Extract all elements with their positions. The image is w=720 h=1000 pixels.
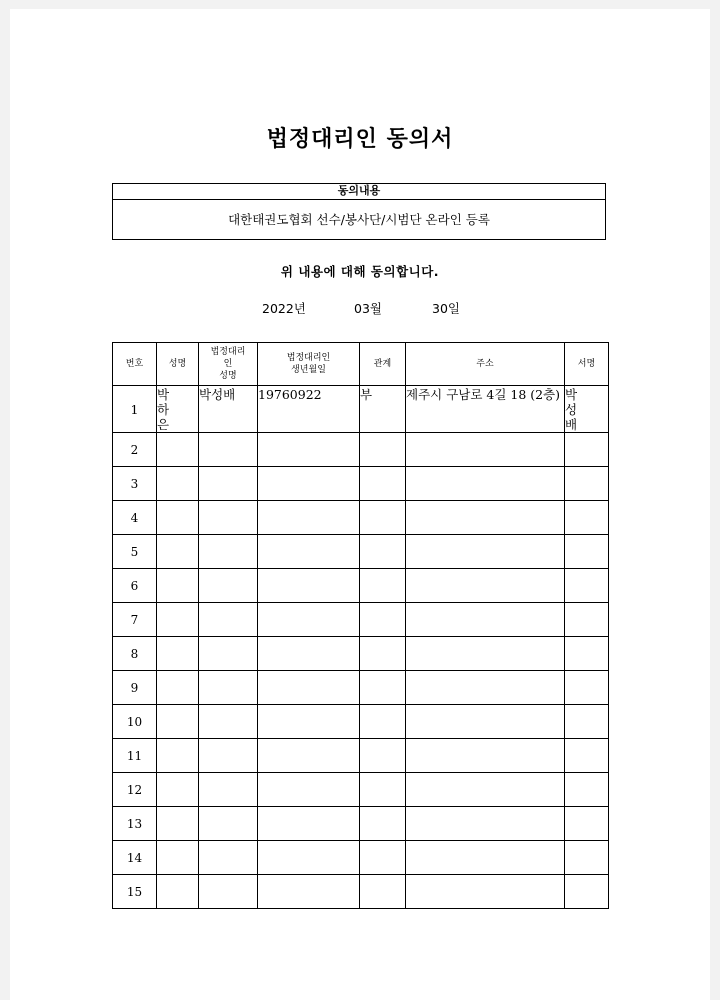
header-signature: 서명	[565, 343, 609, 386]
row-name[interactable]	[157, 467, 199, 501]
row-name[interactable]	[157, 569, 199, 603]
table-row	[113, 773, 609, 807]
row-guardian-name[interactable]	[199, 569, 258, 603]
header-guardian-name-line1: 법정대리	[210, 347, 246, 357]
row-relation[interactable]: 부	[360, 386, 406, 433]
row-signature[interactable]	[565, 739, 609, 773]
document-title: 법정대리인 동의서	[266, 127, 454, 152]
header-guardian-name-line3: 성명	[219, 371, 237, 381]
row-relation[interactable]	[360, 671, 406, 705]
row-name[interactable]	[157, 773, 199, 807]
consent-content: 대한태권도협회 선수/봉사단/시범단 온라인 등록	[228, 212, 490, 227]
table-row	[113, 807, 609, 841]
row-name[interactable]	[157, 603, 199, 637]
row-relation[interactable]	[360, 773, 406, 807]
header-guardian-name	[199, 343, 258, 386]
table-row	[113, 386, 609, 433]
row-guardian-name[interactable]	[199, 841, 258, 875]
row-relation[interactable]	[360, 705, 406, 739]
table-row	[113, 501, 609, 535]
row-address[interactable]	[406, 807, 565, 841]
row-number: 8	[113, 637, 157, 671]
row-name[interactable]	[157, 705, 199, 739]
row-signature[interactable]	[565, 705, 609, 739]
row-address[interactable]	[406, 739, 565, 773]
table-row	[113, 671, 609, 705]
row-address[interactable]	[406, 433, 565, 467]
row-number: 6	[113, 569, 157, 603]
table-row	[113, 637, 609, 671]
row-address[interactable]	[406, 705, 565, 739]
header-guardian-birth	[258, 343, 360, 386]
row-name[interactable]	[157, 501, 199, 535]
row-guardian-name[interactable]	[199, 807, 258, 841]
row-relation[interactable]	[360, 501, 406, 535]
table-row	[113, 841, 609, 875]
row-signature[interactable]: 박 성 배	[565, 386, 609, 433]
row-guardian-birth[interactable]	[258, 637, 360, 671]
row-address[interactable]	[406, 501, 565, 535]
row-signature[interactable]	[565, 603, 609, 637]
row-relation[interactable]	[360, 433, 406, 467]
row-signature[interactable]	[565, 637, 609, 671]
row-guardian-name[interactable]	[199, 433, 258, 467]
row-address[interactable]	[406, 569, 565, 603]
row-number: 1	[113, 386, 157, 433]
row-guardian-name[interactable]	[199, 773, 258, 807]
row-number: 5	[113, 535, 157, 569]
row-guardian-name[interactable]	[199, 875, 258, 909]
agree-statement: 위 내용에 대해 동의합니다.	[280, 264, 440, 279]
row-relation[interactable]	[360, 637, 406, 671]
row-guardian-birth[interactable]	[258, 705, 360, 739]
row-address[interactable]	[406, 773, 565, 807]
row-guardian-name[interactable]	[199, 535, 258, 569]
row-number: 14	[113, 841, 157, 875]
row-name[interactable]	[157, 841, 199, 875]
date-day: 30일	[432, 301, 460, 316]
row-guardian-birth[interactable]	[258, 501, 360, 535]
row-address[interactable]	[406, 603, 565, 637]
table-row	[113, 433, 609, 467]
consent-content-box	[112, 183, 606, 240]
row-name[interactable]	[157, 535, 199, 569]
row-signature[interactable]	[565, 467, 609, 501]
row-relation[interactable]	[360, 807, 406, 841]
header-name: 성명	[157, 343, 199, 386]
table-row	[113, 535, 609, 569]
table-row	[113, 705, 609, 739]
row-name[interactable]	[157, 671, 199, 705]
row-relation[interactable]	[360, 603, 406, 637]
date-year: 2022년	[262, 301, 306, 316]
date-month: 03월	[354, 301, 382, 316]
row-name[interactable]: 박 하 은	[157, 386, 199, 433]
row-name[interactable]	[157, 875, 199, 909]
row-number: 7	[113, 603, 157, 637]
row-name[interactable]	[157, 637, 199, 671]
row-number: 11	[113, 739, 157, 773]
row-guardian-birth[interactable]	[258, 807, 360, 841]
row-number: 2	[113, 433, 157, 467]
row-signature[interactable]	[565, 807, 609, 841]
row-guardian-birth[interactable]	[258, 603, 360, 637]
row-relation[interactable]	[360, 467, 406, 501]
row-guardian-birth[interactable]	[258, 841, 360, 875]
row-relation[interactable]	[360, 875, 406, 909]
row-relation[interactable]	[360, 569, 406, 603]
row-relation[interactable]	[360, 841, 406, 875]
row-signature[interactable]	[565, 773, 609, 807]
header-address: 주소	[406, 343, 565, 386]
row-guardian-birth[interactable]	[258, 739, 360, 773]
table-row	[113, 569, 609, 603]
row-signature[interactable]	[565, 433, 609, 467]
row-guardian-birth[interactable]	[258, 773, 360, 807]
table-row	[113, 875, 609, 909]
row-guardian-birth[interactable]: 19760922	[258, 386, 360, 433]
header-number: 번호	[113, 343, 157, 386]
row-guardian-name[interactable]	[199, 705, 258, 739]
row-signature[interactable]	[565, 535, 609, 569]
row-number: 13	[113, 807, 157, 841]
row-address[interactable]	[406, 841, 565, 875]
row-address[interactable]: 제주시 구남로 4길 18 (2층)	[406, 386, 565, 433]
row-guardian-name[interactable]	[199, 603, 258, 637]
row-number: 12	[113, 773, 157, 807]
table-row	[113, 467, 609, 501]
row-guardian-name[interactable]: 박성배	[199, 386, 258, 433]
table-row	[113, 603, 609, 637]
row-relation[interactable]	[360, 535, 406, 569]
row-signature[interactable]	[565, 841, 609, 875]
row-address[interactable]	[406, 467, 565, 501]
row-guardian-name[interactable]	[199, 739, 258, 773]
row-name[interactable]	[157, 807, 199, 841]
row-guardian-birth[interactable]	[258, 535, 360, 569]
row-guardian-name[interactable]	[199, 671, 258, 705]
row-number: 15	[113, 875, 157, 909]
row-number: 9	[113, 671, 157, 705]
row-guardian-birth[interactable]	[258, 671, 360, 705]
table-row	[113, 739, 609, 773]
row-signature[interactable]	[565, 875, 609, 909]
header-guardian-name-line2: 인	[223, 359, 233, 369]
registration-table	[112, 342, 609, 909]
row-address[interactable]	[406, 875, 565, 909]
row-number: 3	[113, 467, 157, 501]
row-name[interactable]	[157, 433, 199, 467]
row-number: 10	[113, 705, 157, 739]
header-guardian-birth-line1: 법정대리인	[286, 353, 331, 363]
row-guardian-name[interactable]	[199, 637, 258, 671]
row-address[interactable]	[406, 535, 565, 569]
header-guardian-birth-line2: 생년월일	[291, 365, 326, 375]
row-number: 4	[113, 501, 157, 535]
row-guardian-name[interactable]	[199, 501, 258, 535]
row-signature[interactable]	[565, 671, 609, 705]
row-signature[interactable]	[565, 569, 609, 603]
row-guardian-birth[interactable]	[258, 467, 360, 501]
row-relation[interactable]	[360, 739, 406, 773]
consent-header: 동의내용	[113, 184, 605, 200]
row-guardian-name[interactable]	[199, 467, 258, 501]
row-signature[interactable]	[565, 501, 609, 535]
row-guardian-birth[interactable]	[258, 433, 360, 467]
row-address[interactable]	[406, 637, 565, 671]
row-guardian-birth[interactable]	[258, 875, 360, 909]
row-address[interactable]	[406, 671, 565, 705]
header-relation: 관계	[360, 343, 406, 386]
table-header-row	[113, 343, 609, 386]
row-name[interactable]	[157, 739, 199, 773]
row-guardian-birth[interactable]	[258, 569, 360, 603]
